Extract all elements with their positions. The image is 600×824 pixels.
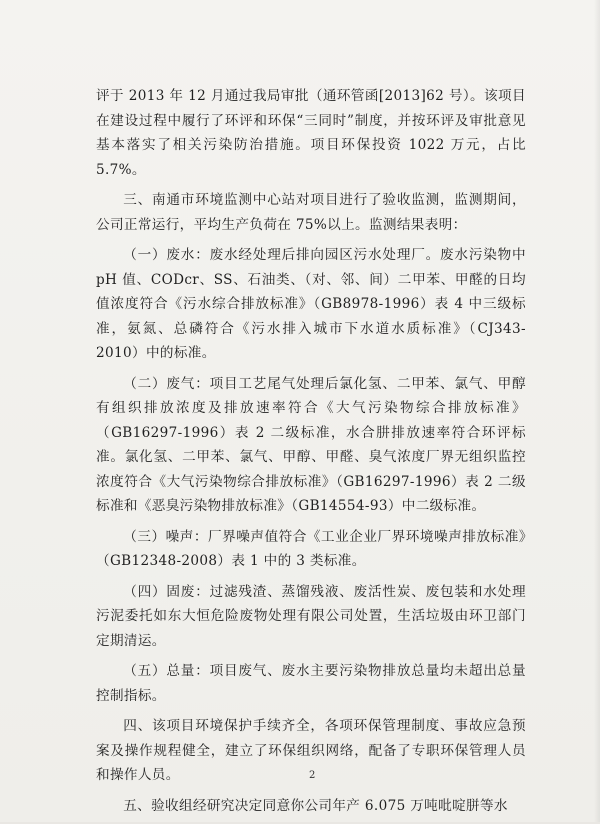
page-number: 2 (309, 770, 316, 781)
page-shadow-edge (594, 0, 600, 822)
paragraph-waste-gas: （二）废气：项目工艺尾气处理后氯化氢、二甲苯、氯气、甲醇有组织排放浓度及排放速率符合《大气污染物综合排放标准》（GB16297-1996）表 2 二级标准，水合肼排放速率符合环评标准。氯化氢、二甲苯、氯气、甲醇、甲醛、臭气浓度厂界无组织监控浓度符合《大气污染物综合排放标准》（GB16297-1996）表 2 二级标准和《恶臭污染物排放标准》（GB14554-93）中二级标准。 (96, 375, 526, 514)
paragraph-approval-continuation: 评于 2013 年 12 月通过我局审批（通环管函[2013]62 号）。该项目在建设过程中履行了环评和环保“三同时”制度，并按环评及审批意见基本落实了相关污染防治措施。项目环保投资 1022 万元，占比 5.7%。 (96, 88, 526, 178)
paragraph-section-3-monitoring: 三、南通市环境监测中心站对项目进行了验收监测，监测期间，公司正常运行，平均生产负荷在 75%以上。监测结果表明： (96, 192, 526, 233)
document-body (96, 84, 526, 824)
paragraph-solid-waste: （四）固废：过滤残渣、蒸馏残液、废活性炭、废包装和水处理污泥委托如东大恒危险废物处理有限公司处置，生活垃圾由环卫部门定期清运。 (96, 583, 526, 649)
paragraph-wastewater: （一）废水：废水经处理后排向园区污水处理厂。废水污染物中 pH 值、CODcr、SS、石油类、（对、邻、间）二甲苯、甲醛的日均值浓度符合《污水综合排放标准》（GB8978-1996）表 4 中三级标准，氨氮、总磷符合《污水排入城市下水道水质标准》（CJ343-2010）中的标准。 (96, 247, 526, 361)
paragraph-total-amount: （五）总量：项目废气、废水主要污染物排放总量均未超出总量控制指标。 (96, 663, 526, 704)
paragraph-section-5-decision: 五、验收组经研究决定同意你公司年产 6.075 万吨吡啶胼等水 (123, 797, 508, 814)
paragraph-noise: （三）噪声：厂界噪声值符合《工业企业厂界环境噪声排放标准》（GB12348-2008）表 1 中的 3 类标准。 (96, 528, 526, 569)
paragraph-section-4-management: 四、该项目环境保护手续齐全，各项环保管理制度、事故应急预案及操作规程健全，建立了环保组织网络，配备了专职环保管理人员和操作人员。 (96, 718, 526, 783)
